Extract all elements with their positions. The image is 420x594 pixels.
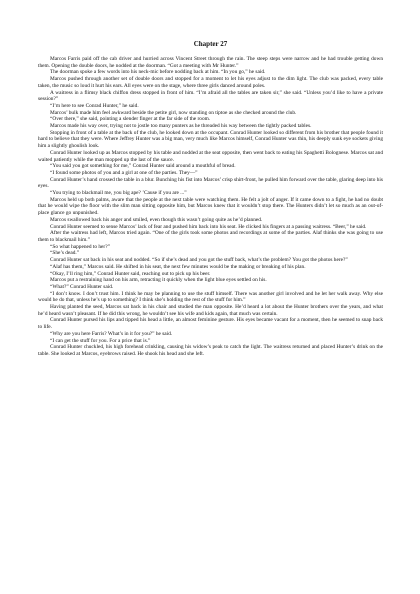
paragraph: Stopping in front of a table at the back of the club, he looked down at the occupant. Conrad Hunter looked so different from his brother that people found it hard to believe that they were. Where Jeffrey Hunter was a big man, very much like Marcos himself, Conrad Hunter was thin, his deeply sunk eye sockets giving him a slightly ghoulish look. (38, 129, 383, 150)
paragraph: “So what happened to her?” (50, 243, 110, 250)
paragraph: “Over there,” she said, pointing a slender finger at the far side of the room. (50, 116, 211, 123)
paragraph: “Why are you here Farris? What’s in it for you?” he said. (50, 330, 173, 337)
paragraph: “She’s dead.” (50, 250, 80, 257)
paragraph: “Okay, I’ll ring him,” Conrad Hunter said, reaching out to pick up his beer. (50, 270, 211, 277)
chapter-title: Chapter 27 (193, 40, 228, 48)
paragraph: Marcos swallowed back his anger and smiled, even though this wasn’t going quite as he’d planned. (50, 216, 263, 223)
paragraph: Marcos Farris paid off the cab driver and hurried across Vincent Street through the rain. The steep steps were narrow and he had trouble getting down them. Opening the double doors, he nodded at the doorman. “Got a meeting with Mr Hunter.” (38, 56, 383, 69)
paragraph: “I’m here to see Conrad Hunter,” he said. (50, 102, 139, 109)
paragraph: “What?” Conrad Hunter said. (50, 283, 114, 290)
paragraph: After the waitress had left, Marcos tried again. “One of the girls took some photos and recordings at some of the parties. Alaf thinks she was going to use them to blackmail him.” (38, 230, 383, 243)
paragraph: “I don’t know. I don’t trust him. I think he may be planning to use the stuff himself. There was another girl involved and he let her walk away. Why else would he do that, unless he’s up to something? I think she’s holding the rest of the stuff for him.” (38, 290, 383, 304)
paragraph: “I found some photos of you and a girl at one of the parties. They—” (50, 169, 198, 176)
paragraph: “I can get the stuff for you. For a price that is.” (50, 337, 151, 344)
paragraph: Conrad Hunter looked up as Marcos stopped by his table and nodded at the seat opposite, then went back to eating his Spaghetti Bolognese. Marcos sat and waited patiently while the man mopped up the last of the sauce. (38, 149, 383, 163)
paragraph: Marcos’ bulk made him feel awkward beside the petite girl, now standing on tiptoe as she checked around the club. (50, 109, 297, 116)
paragraph: Marcos put a restraining hand on his arm, retracting it quickly when the light blue eyes settled on his. (50, 277, 267, 284)
paragraph: Conrad Hunter’s hand crossed the table in a blur. Bunching his fist into Marcos’ crisp shirt-front, he pulled him forward over the table, glaring deep into his eyes. (38, 176, 383, 190)
paragraph: Having planted the seed, Marcos sat back in his chair and studied the man opposite. He’d heard a lot about the Hunter brothers over the years, and what he’d heard wasn’t pleasant. If he did this wrong, he wouldn’t see his wife and kids again, that much was certain. (38, 304, 383, 317)
paragraph: Marcos made his way over, trying not to jostle too many punters as he threaded his way between the tightly packed tables. (50, 123, 312, 130)
paragraph: Marcos pushed through another set of double doors and stopped for a moment to let his eyes adjust to the dim light. The club was packed, every table taken, the music so loud it hurt his ears. All eyes were on the stage, where three girls danced around poles. (38, 76, 383, 89)
paragraph: Conrad Hunter sat back in his seat and nodded. “So if she’s dead and you got the stuff back, what’s the problem? You got the photos here?” (50, 257, 348, 264)
paragraph: The doorman spoke a few words into his neck-mic before nodding back at him. “In you go,” he said. (50, 69, 266, 76)
paragraph: Conrad Hunter seemed to sense Marcos’ lack of fear and pushed him back into his seat. He clicked his fingers at a passing waitress. “Beer,” he said. (50, 223, 367, 230)
paragraph: “Alaf has them,” Marcos said. He shifted in his seat, the next few minutes would be the making or breaking of his plan. (50, 263, 306, 270)
chapter-body (38, 56, 383, 358)
paragraph: Conrad Hunter chuckled, his high forehead crinkling, causing his widow’s peak to catch the light. The waitress returned and placed Hunter’s drink on the table. She looked at Marcos, eyebrows raised. He shook his head and she left. (38, 344, 383, 357)
paragraph: Marcos held up both palms, aware that the people at the next table were watching them. He felt a jolt of anger. If it came down to a fight, he had no doubt that he would wipe the floor with the slim man sitting opposite him, but Marcos knew that it wouldn’t stop there. The Hunters didn’t let so much as an out-of-place glance go unpunished. (38, 196, 383, 217)
paragraph: “You trying to blackmail me, you big ape? ’Cause if you are ...” (50, 190, 187, 197)
paragraph: “You said you got something for me,” Conrad Hunter said around a mouthful of bread. (50, 163, 236, 170)
paragraph: A waitress in a flimsy black chiffon dress stopped in front of him. “I’m afraid all the tables are taken sir,” she said. “Unless you’d like to have a private session?” (38, 89, 383, 103)
paragraph: Conrad Hunter pursed his lips and tipped his head a little, an almost feminine gesture. His eyes became vacant for a moment, then he seemed to snap back to life. (38, 317, 383, 331)
